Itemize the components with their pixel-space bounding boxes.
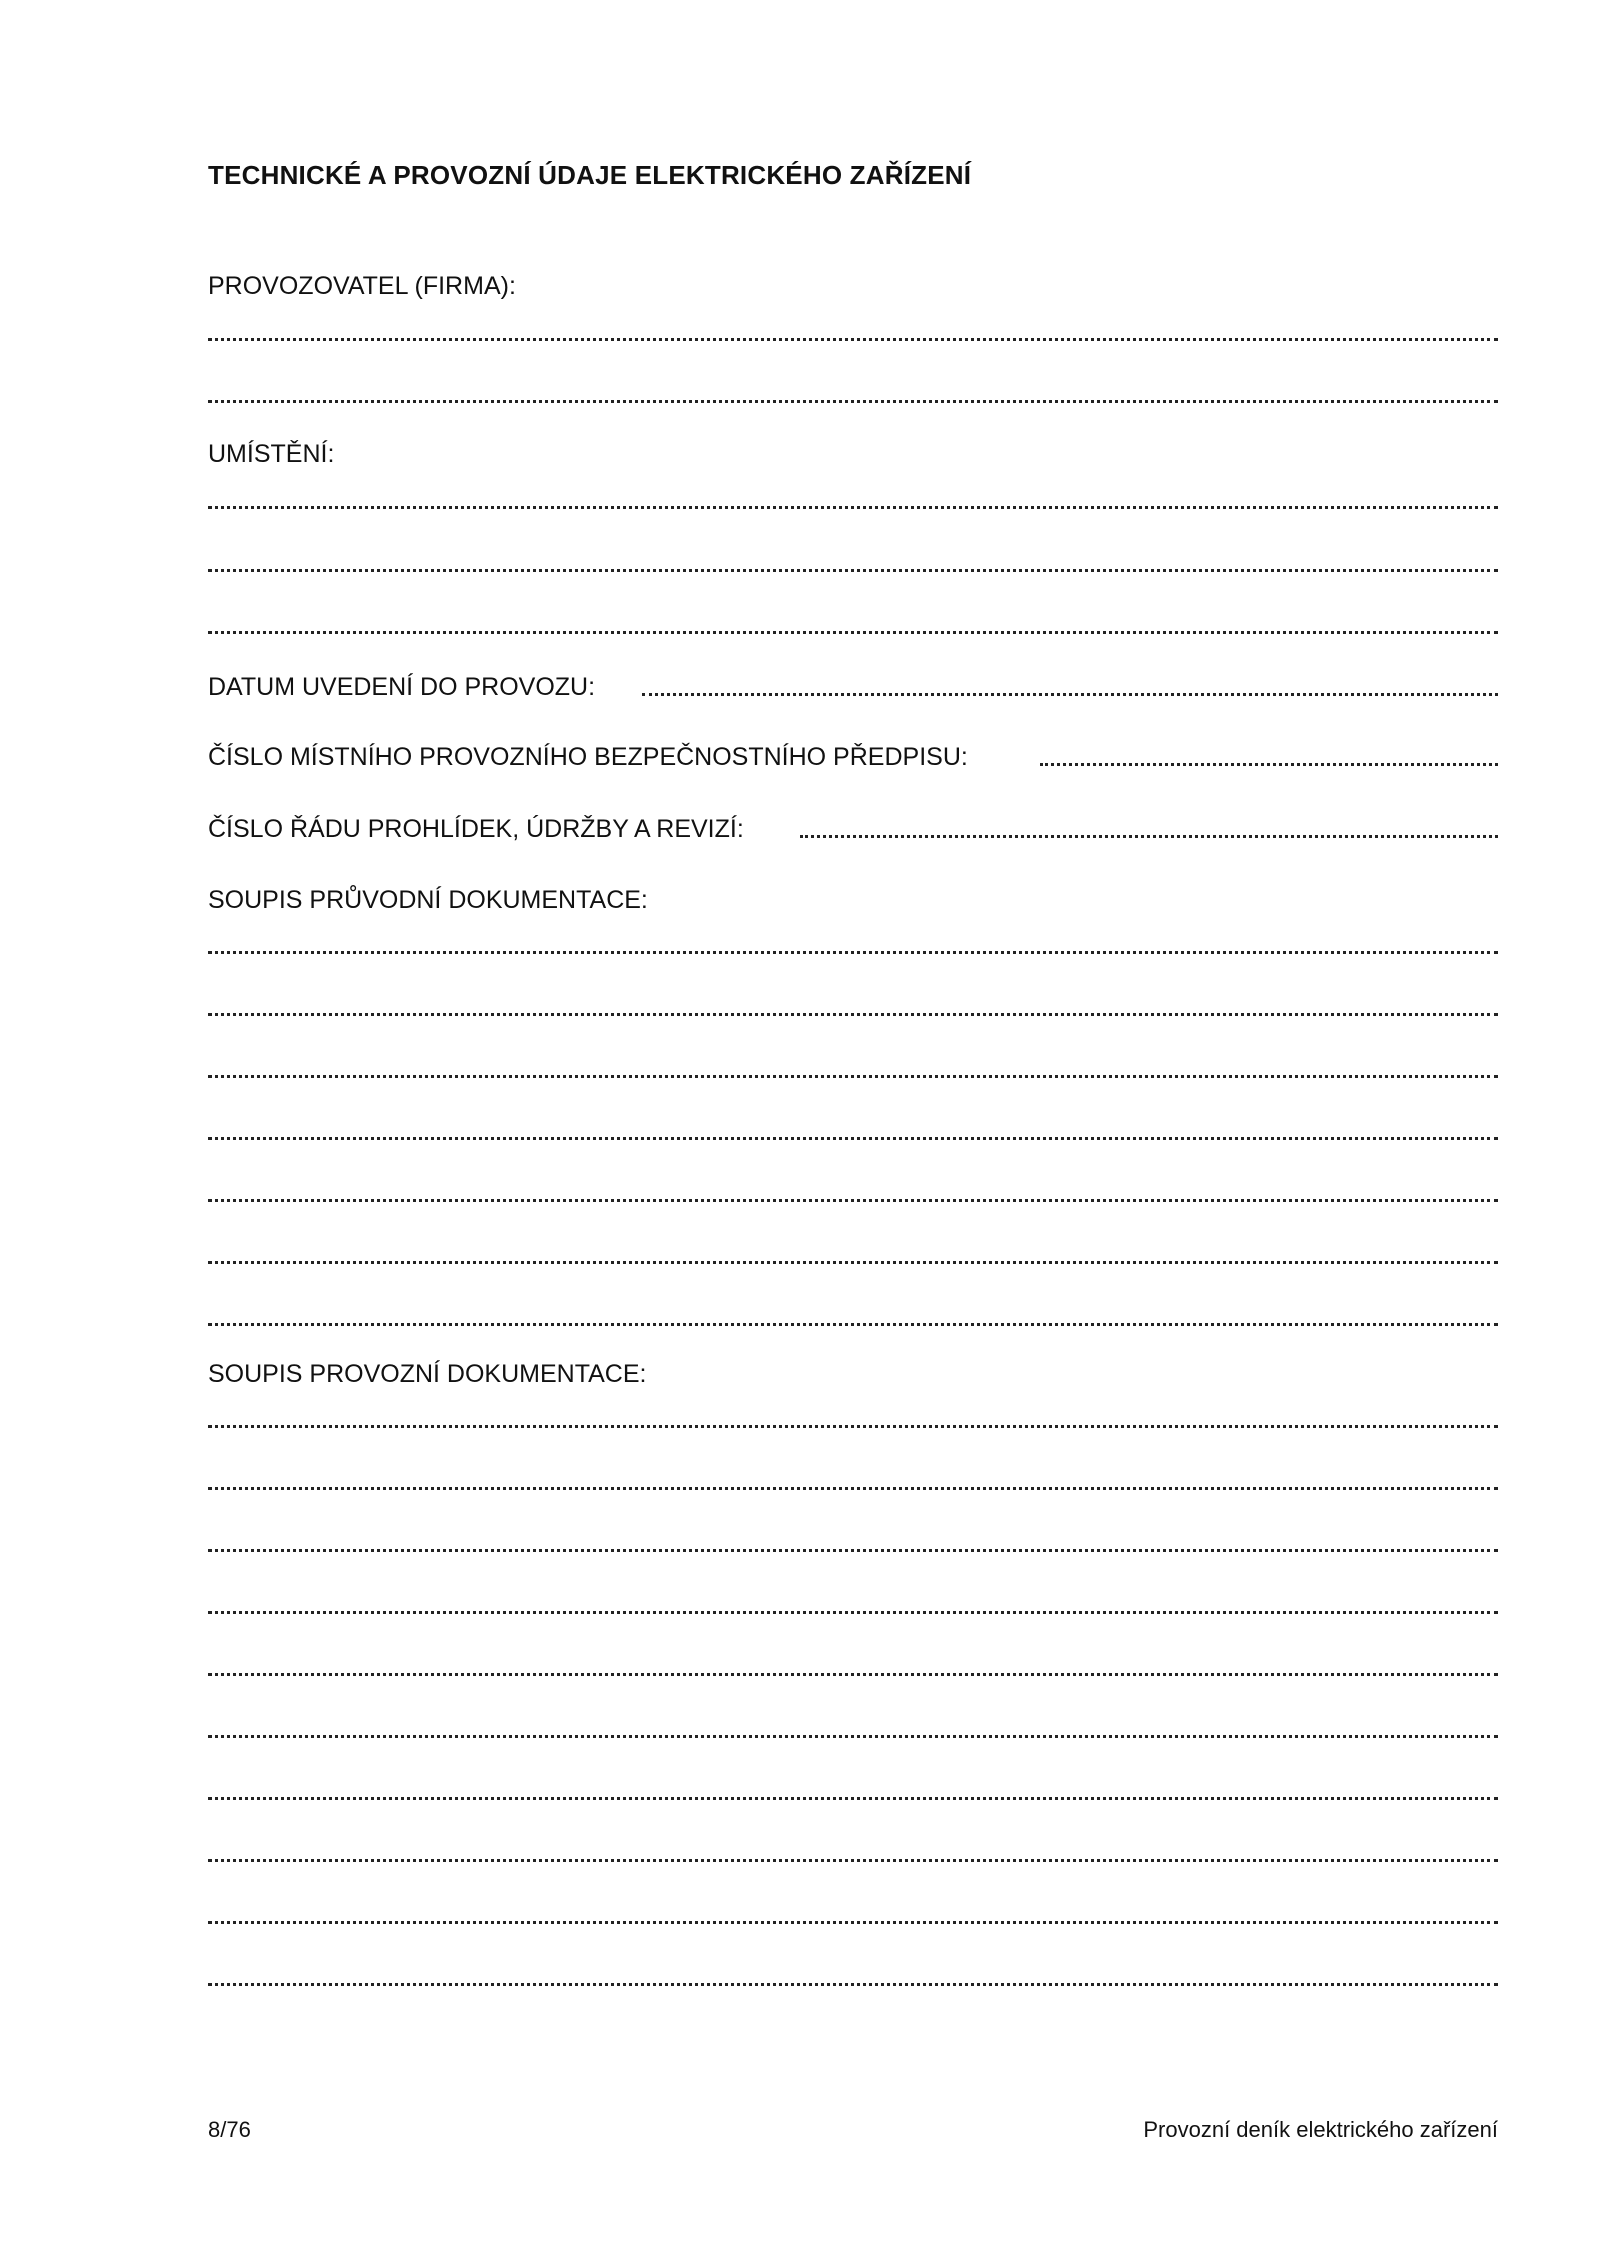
commissioning-date-line[interactable]	[642, 693, 1498, 696]
safety-regulation-number-label: ČÍSLO MÍSTNÍHO PROVOZNÍHO BEZPEČNOSTNÍHO PŘEDPISU:	[208, 743, 968, 771]
accompanying-docs-line-3[interactable]	[208, 1075, 1498, 1078]
operating-docs-line-10[interactable]	[208, 1983, 1498, 1986]
accompanying-docs-line-2[interactable]	[208, 1013, 1498, 1016]
accompanying-docs-line-1[interactable]	[208, 951, 1498, 954]
operating-docs-line-9[interactable]	[208, 1921, 1498, 1924]
operating-docs-line-5[interactable]	[208, 1673, 1498, 1676]
inspection-order-number-line[interactable]	[800, 835, 1498, 838]
operator-label: PROVOZOVATEL (FIRMA):	[208, 272, 516, 300]
location-line-3[interactable]	[208, 631, 1498, 634]
operating-docs-line-3[interactable]	[208, 1549, 1498, 1552]
document-name: Provozní deník elektrického zařízení	[1143, 2117, 1498, 2142]
accompanying-docs-line-6[interactable]	[208, 1261, 1498, 1264]
operating-docs-line-8[interactable]	[208, 1859, 1498, 1862]
operating-docs-line-1[interactable]	[208, 1425, 1498, 1428]
inspection-order-number-label: ČÍSLO ŘÁDU PROHLÍDEK, ÚDRŽBY A REVIZÍ:	[208, 815, 744, 843]
safety-regulation-number-line[interactable]	[1040, 763, 1498, 766]
operating-docs-line-7[interactable]	[208, 1797, 1498, 1800]
operating-docs-label: SOUPIS PROVOZNÍ DOKUMENTACE:	[208, 1360, 647, 1388]
location-line-1[interactable]	[208, 506, 1498, 509]
accompanying-docs-line-5[interactable]	[208, 1199, 1498, 1202]
operator-line-1[interactable]	[208, 338, 1498, 341]
accompanying-docs-label: SOUPIS PRŮVODNÍ DOKUMENTACE:	[208, 886, 648, 914]
commissioning-date-label: DATUM UVEDENÍ DO PROVOZU:	[208, 673, 596, 701]
page-number: 8/76	[208, 2117, 251, 2142]
location-label: UMÍSTĚNÍ:	[208, 440, 335, 468]
accompanying-docs-line-4[interactable]	[208, 1137, 1498, 1140]
page-title: TECHNICKÉ A PROVOZNÍ ÚDAJE ELEKTRICKÉHO ZAŘÍZENÍ	[208, 160, 972, 190]
operator-line-2[interactable]	[208, 400, 1498, 403]
operating-docs-line-6[interactable]	[208, 1735, 1498, 1738]
operating-docs-line-2[interactable]	[208, 1487, 1498, 1490]
accompanying-docs-line-7[interactable]	[208, 1323, 1498, 1326]
operating-docs-line-4[interactable]	[208, 1611, 1498, 1614]
location-line-2[interactable]	[208, 569, 1498, 572]
